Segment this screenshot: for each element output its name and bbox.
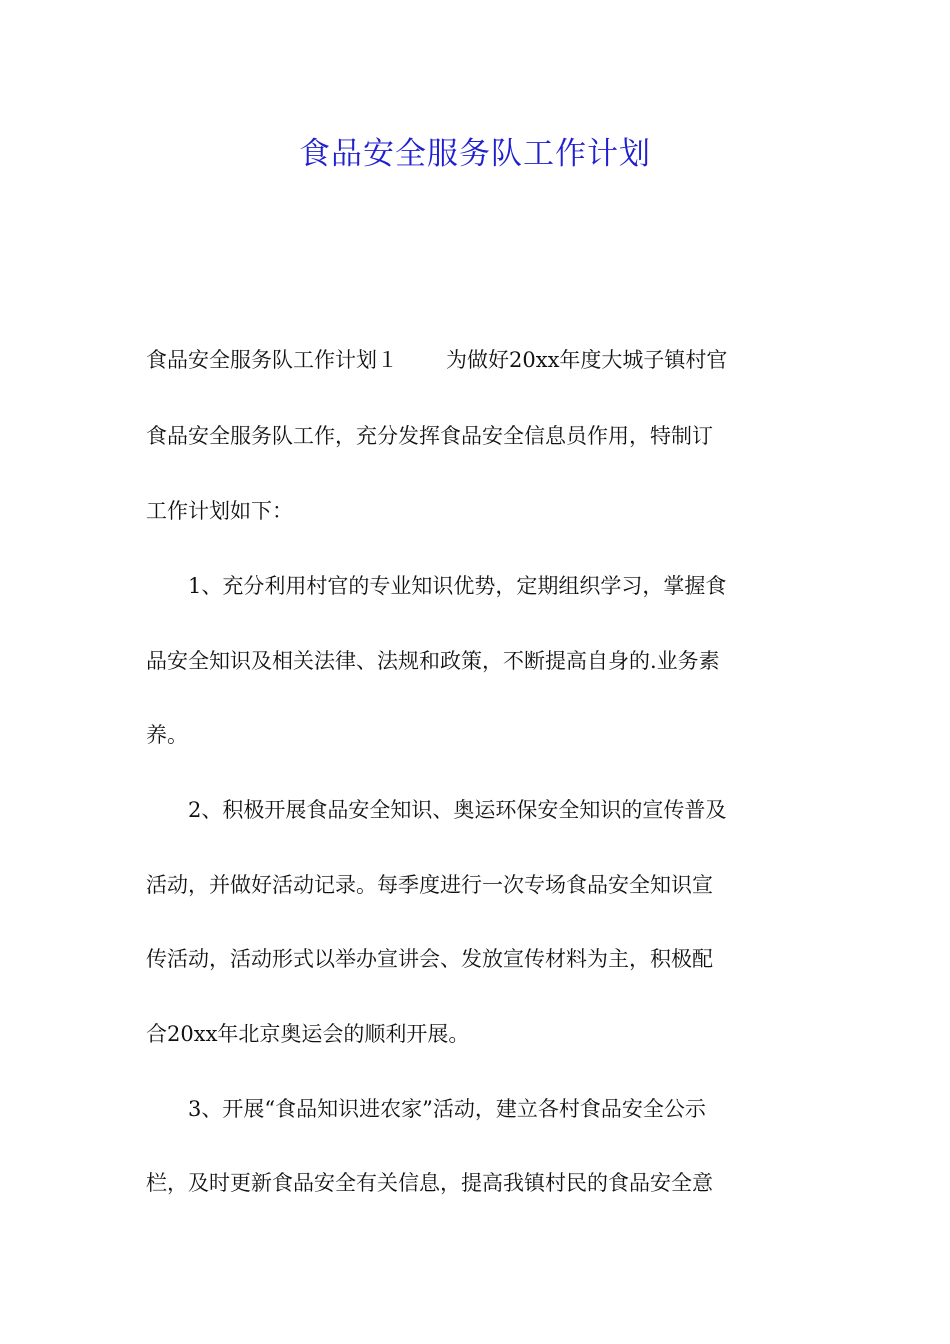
paragraph-line: 活动，并做好活动记录。每季度进行一次专场食品安全知识宣 bbox=[146, 873, 713, 897]
paragraph-line: 品安全知识及相关法律、法规和政策，不断提高自身的.业务素 bbox=[146, 649, 720, 673]
paragraph-line: 3、开展“食品知识进农家”活动，建立各村食品安全公示 bbox=[146, 1097, 706, 1121]
paragraph-line: 2、积极开展食品安全知识、奥运环保安全知识的宣传普及 bbox=[146, 798, 727, 822]
paragraph-line: 1、充分利用村官的专业知识优势，定期组织学习，掌握食 bbox=[146, 574, 727, 598]
paragraph-line: 传活动，活动形式以举办宣讲会、发放宣传材料为主，积极配 bbox=[146, 947, 713, 971]
paragraph-line: 养。 bbox=[146, 723, 188, 747]
paragraph-line: 食品安全服务队工作，充分发挥食品安全信息员作用，特制订 bbox=[146, 424, 713, 448]
paragraph-line: 栏，及时更新食品安全有关信息，提高我镇村民的食品安全意 bbox=[146, 1171, 713, 1195]
paragraph-text: 为做好20xx年度大城子镇村官 bbox=[446, 348, 728, 372]
paragraph-line: 合20xx年北京奥运会的顺利开展。 bbox=[146, 1022, 470, 1046]
section-heading: 食品安全服务队工作计划１ bbox=[146, 348, 398, 372]
paragraph-line: 工作计划如下： bbox=[146, 499, 293, 523]
paragraph-line bbox=[146, 345, 811, 375]
document-title: 食品安全服务队工作计划 bbox=[299, 136, 651, 172]
